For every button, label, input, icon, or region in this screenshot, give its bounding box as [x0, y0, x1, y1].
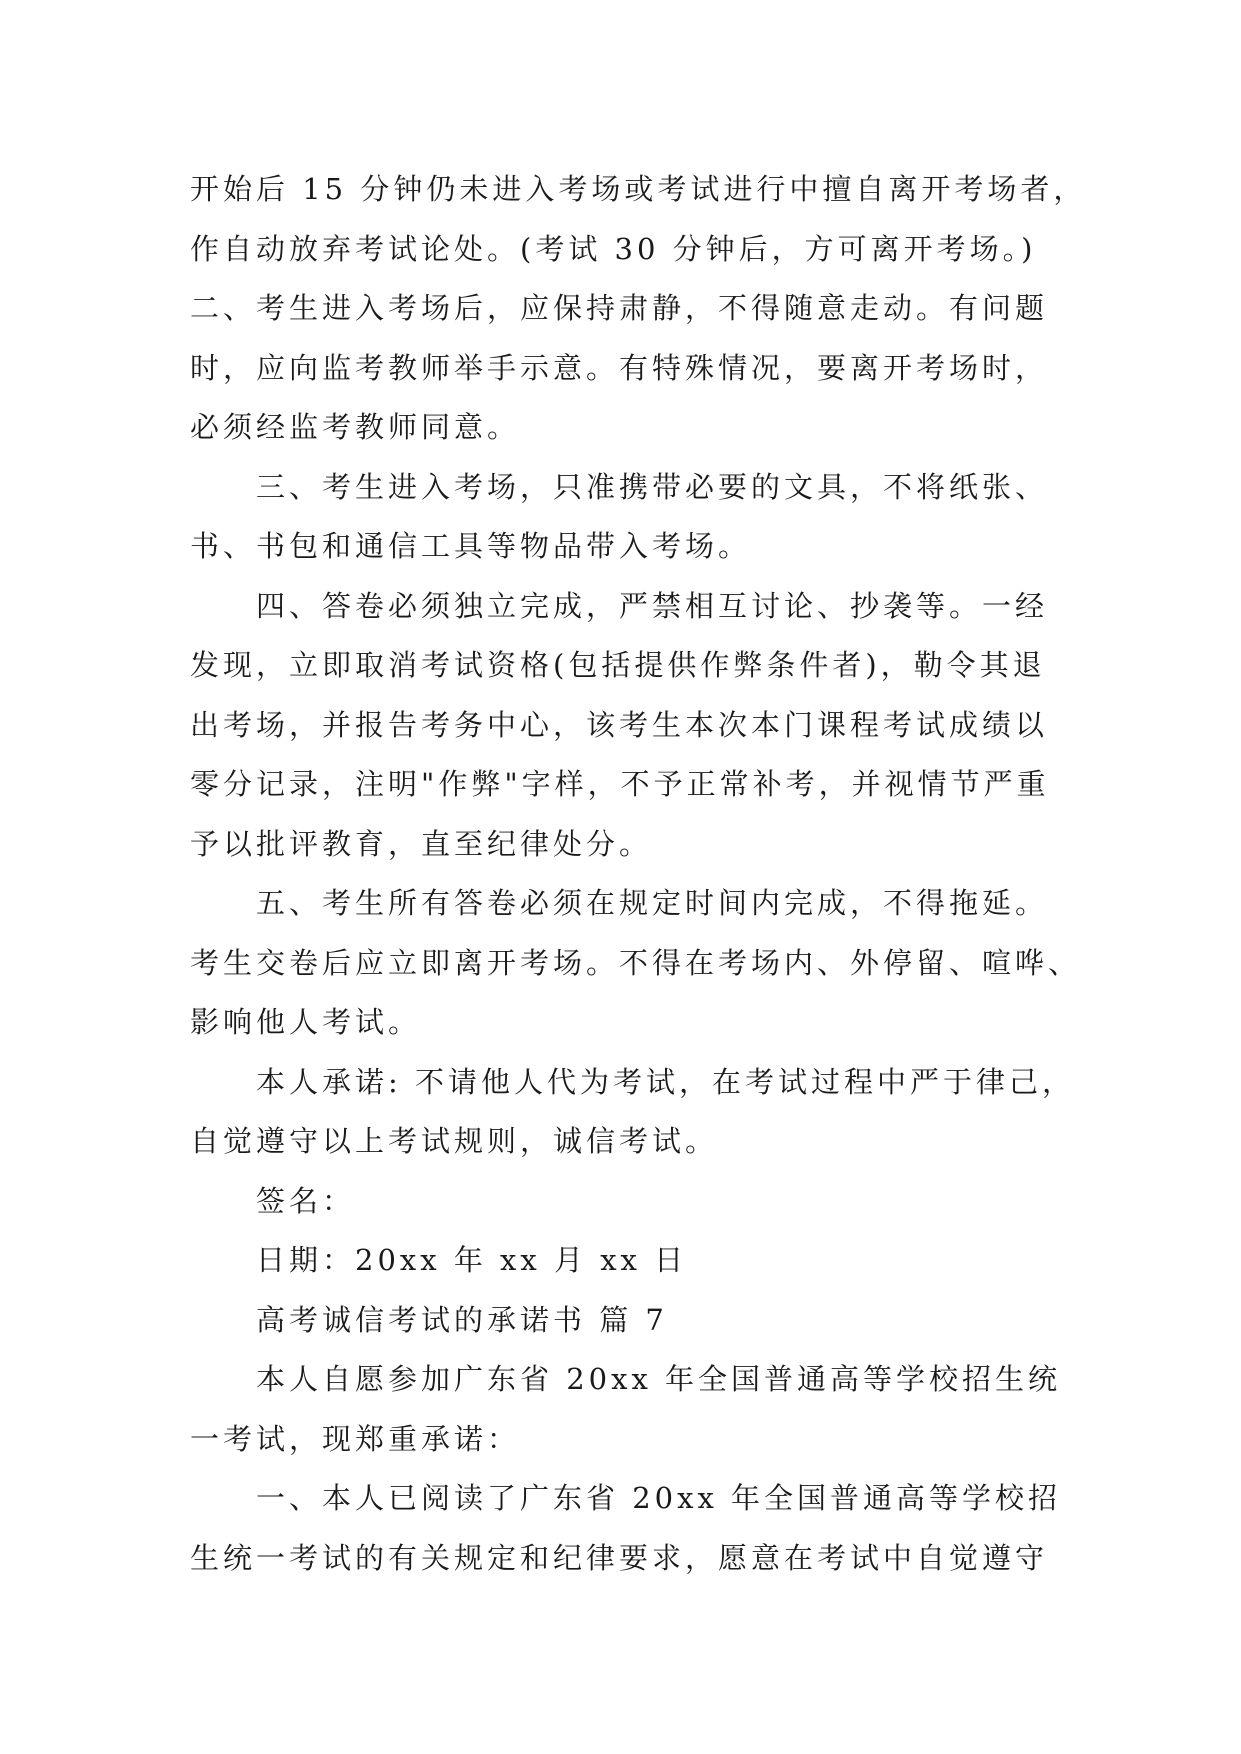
text-line: 四、答卷必须独立完成，严禁相互讨论、抄袭等。一经 [256, 588, 1049, 623]
document-body [190, 160, 1087, 1588]
text-line: 自觉遵守以上考试规则，诚信考试。 [190, 1124, 719, 1158]
text-line: 二、考生进入考场后，应保持肃静，不得随意走动。有问题 [190, 291, 1049, 325]
text-line: 一考试，现郑重承诺： [190, 1421, 521, 1456]
text-line: 一、本人已阅读了广东省 20xx 年全国普通高等学校招 [256, 1481, 1062, 1515]
text-line: 本人自愿参加广东省 20xx 年全国普通高等学校招生统 [256, 1362, 1062, 1396]
text-line: 考生交卷后应立即离开考场。不得在考场内、外停留、喧哗、 [190, 945, 1082, 980]
text-line: 发现，立即取消考试资格(包括提供作弊条件者)，勒令其退 [190, 648, 1046, 682]
text-line: 本人承诺: 不请他人代为考试，在考试过程中严于律己， [256, 1064, 1075, 1099]
date-line: 日期：20xx 年 xx 月 xx 日 [256, 1243, 688, 1277]
text-line: 出考场，并报告考务中心，该考生本次本门课程考试成绩以 [190, 707, 1049, 742]
text-line: 影响他人考试。 [190, 1005, 422, 1039]
text-line: 五、考生所有答卷必须在规定时间内完成，不得拖延。 [256, 886, 1049, 920]
text-line: 作自动放弃考试论处。(考试 30 分钟后，方可离开考场。) [190, 231, 1037, 266]
text-line: 三、考生进入考场，只准携带必要的文具，不将纸张、 [256, 469, 1049, 504]
text-line: 生统一考试的有关规定和纪律要求，愿意在考试中自觉遵守 [190, 1540, 1049, 1575]
signature-label: 签名： [256, 1183, 356, 1218]
section-title: 高考诚信考试的承诺书 篇 7 [256, 1302, 668, 1337]
text-line: 零分记录，注明"作弊"字样，不予正常补考，并视情节严重 [190, 767, 1050, 801]
text-line: 必须经监考教师同意。 [190, 410, 521, 444]
text-line: 时，应向监考教师举手示意。有特殊情况，要离开考场时， [190, 350, 1049, 385]
text-line: 书、书包和通信工具等物品带入考场。 [190, 529, 752, 563]
text-line: 予以批评教育，直至纪律处分。 [190, 826, 653, 861]
text-line: 开始后 15 分钟仍未进入考场或考试进行中擅自离开考场者， [190, 172, 1087, 206]
